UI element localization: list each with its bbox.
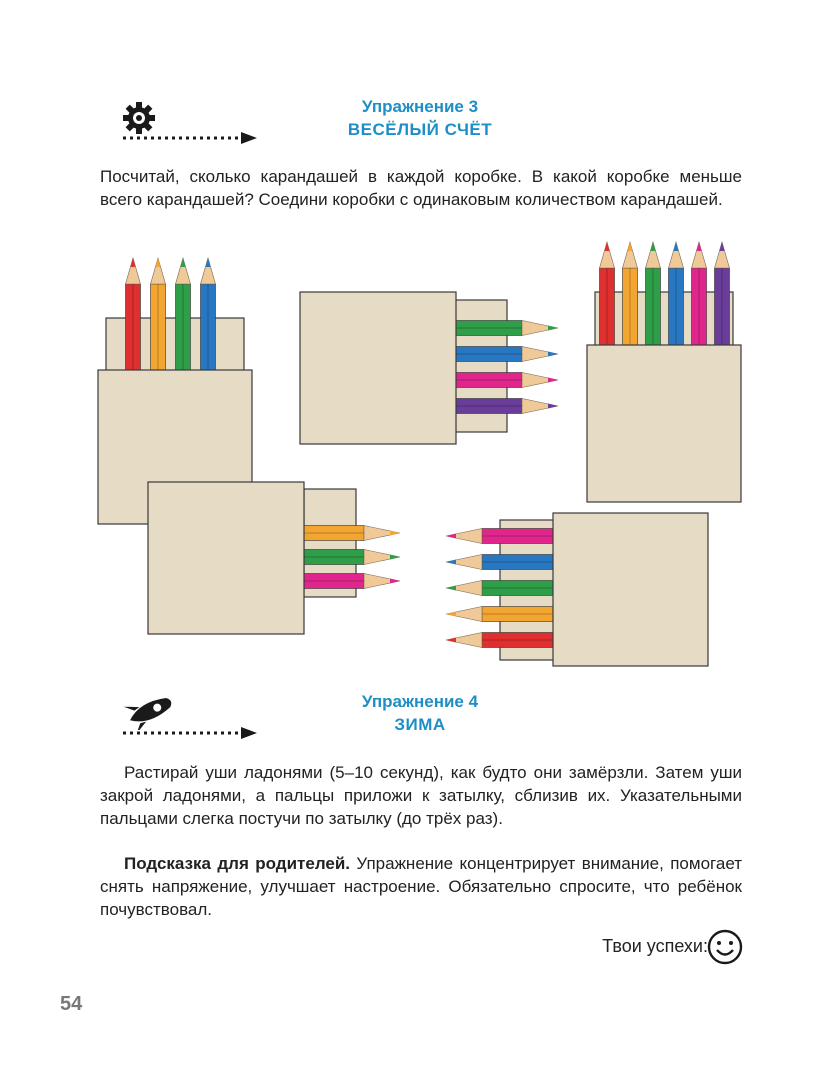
exercise-3-title: Упражнение 3	[361, 97, 479, 116]
pencil-top-left-0	[126, 258, 141, 372]
pencil-top-middle-2	[455, 373, 558, 388]
pencil-bottom-left-0	[304, 526, 400, 541]
pencil-top-left-2	[176, 258, 191, 372]
pencil-boxes-illustration	[0, 236, 813, 676]
pencil-bottom-right-4	[446, 633, 553, 648]
box-top-right-inner	[595, 292, 733, 352]
pencil-bottom-right-1	[446, 555, 553, 570]
pencil-bottom-left-2	[304, 574, 400, 589]
dotted-arrow-2	[121, 724, 261, 742]
exercise-4-subtitle: ЗИМА	[394, 715, 446, 734]
pencil-top-right-2	[646, 242, 661, 348]
exercise-4-title: Упражнение 4	[361, 692, 479, 711]
pencil-top-right-3	[669, 242, 684, 348]
pencil-top-left-1	[151, 258, 166, 372]
box-top-right	[587, 345, 741, 502]
parent-hint	[100, 852, 742, 921]
exercise-4-text: Растирай уши ладонями (5–10 секунд), как будто они замёрзли. Затем уши закрой ладонями, а пальцы приложи к затылку, сблизив их. Указательными пальцами слегка постучи по затылку (до трёх раз).	[100, 763, 742, 828]
pencil-top-right-5	[715, 242, 730, 348]
exercise-3-subtitle: ВЕСЁЛЫЙ СЧЁТ	[347, 120, 493, 139]
parent-hint-text: Упражнение концентрирует внимание, помогает снять напряжение, улучшает настроение. Обязательно спросите, что ребёнок почувствовал.	[100, 854, 742, 919]
box-bottom-right	[553, 513, 708, 666]
smiley-icon[interactable]	[706, 928, 744, 966]
pencil-top-right-0	[600, 242, 615, 348]
pencil-bottom-left-1	[304, 550, 400, 565]
parent-hint-label: Подсказка для родителей.	[124, 854, 351, 873]
box-top-middle	[300, 292, 456, 444]
pencil-top-right-1	[623, 242, 638, 348]
exercise-3-text: Посчитай, сколько карандашей в каждой коробке. В какой коробке меньше всего карандашей? Соедини коробки с одинаковым количеством карандашей.	[100, 167, 742, 209]
pencil-top-right-4	[692, 242, 707, 348]
pencil-bottom-right-2	[446, 581, 553, 596]
box-bottom-left	[148, 482, 304, 634]
pencil-bottom-right-0	[446, 529, 553, 544]
pencil-top-middle-1	[455, 347, 558, 362]
page-number: 54	[60, 993, 83, 1015]
pencil-top-left-3	[201, 258, 216, 372]
success-label: Твои успехи:	[602, 936, 708, 956]
dotted-arrow	[121, 129, 261, 147]
pencil-top-middle-3	[455, 399, 558, 414]
pencil-top-middle-0	[455, 321, 558, 336]
pencil-bottom-right-3	[446, 607, 553, 622]
